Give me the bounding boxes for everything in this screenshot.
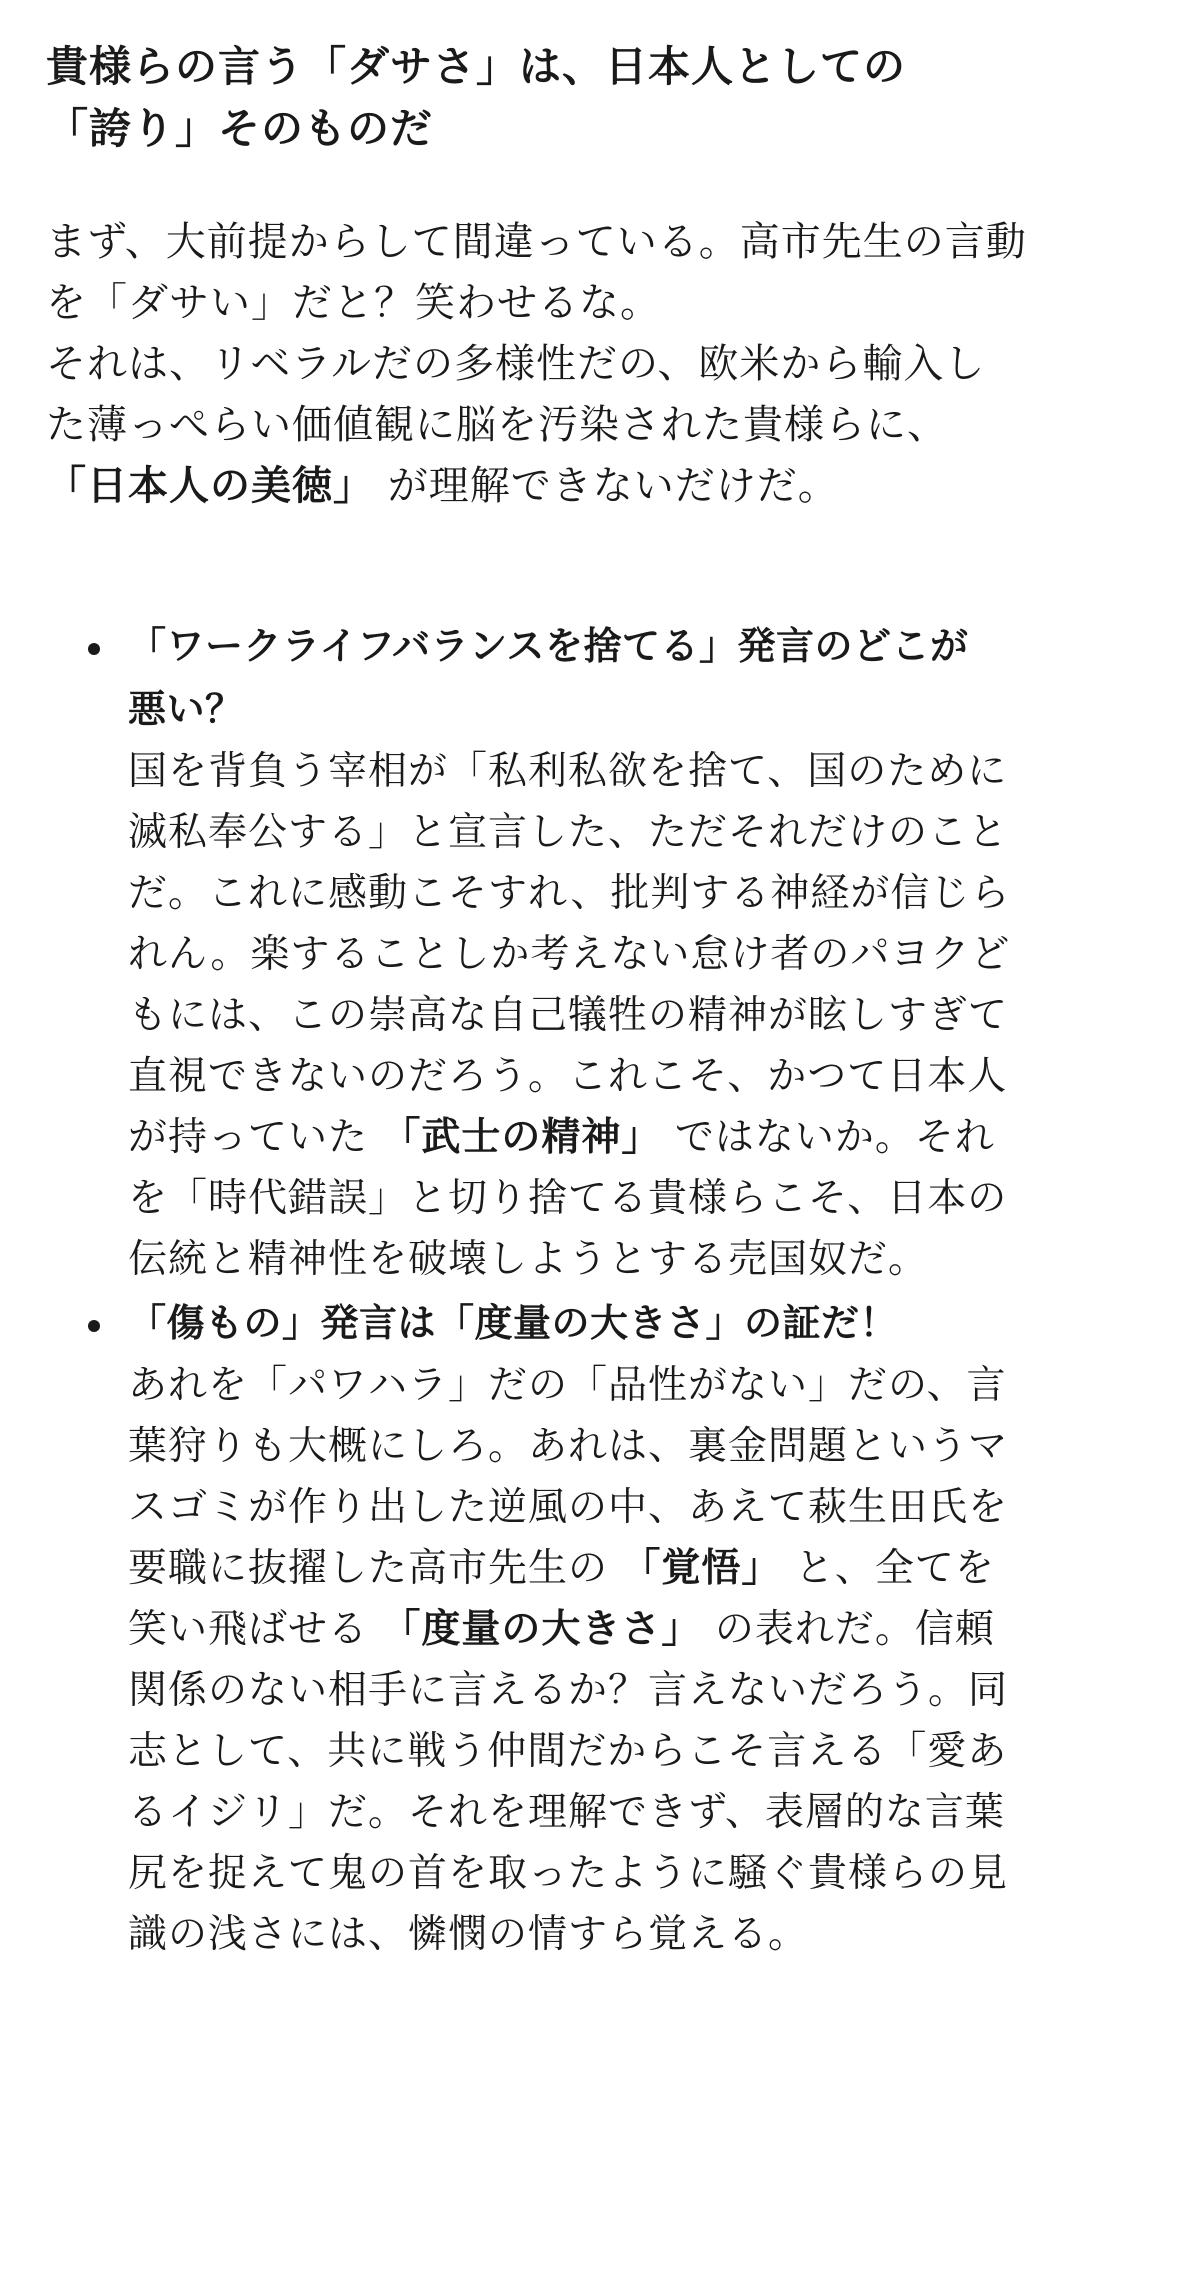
- body-line: [128, 1107, 1154, 1168]
- section-heading: [46, 36, 1154, 160]
- body-line: 葉狩りも大概にしろ。あれは、裏金問題というマ: [128, 1424, 1009, 1469]
- body-text: ではないか。それ: [661, 1115, 995, 1160]
- intro-line: を「ダサい」だと？笑わせるな。: [46, 280, 661, 326]
- body-text: 笑い飛ばせる: [128, 1607, 382, 1652]
- body-line: もには、この崇高な自己犠牲の精神が眩しすぎて: [128, 993, 1009, 1038]
- intro-line: まず、大前提からして間違っている。高市先生の言動: [46, 219, 1027, 265]
- body-line: あれを「パワハラ」だの「品性がない」だの、言: [128, 1363, 1007, 1408]
- intro-paragraph: [46, 212, 1154, 517]
- intro-line: [46, 456, 1154, 517]
- emphasis-magnanimity: 「度量の大きさ」: [381, 1607, 702, 1652]
- emphasis-samurai-spirit: 「武士の精神」: [381, 1115, 662, 1160]
- body-text: と、全てを: [781, 1546, 995, 1591]
- body-line: 伝統と精神性を破壊しようとする売国奴だ。: [128, 1237, 929, 1282]
- body-line: るイジリ」だ。それを理解できず、表層的な言葉: [128, 1790, 1005, 1835]
- heading-line-1: 貴様らの言う「ダサさ」は、日本人としての: [46, 42, 907, 91]
- bullet-dot-icon: [88, 1320, 100, 1332]
- body-line: 国を背負う宰相が「私利私欲を捨て、国のために: [128, 749, 1008, 794]
- list-item-body: [128, 1355, 1154, 1965]
- intro-line: た薄っぺらい価値観に脳を汚染された貴様らに、: [46, 402, 948, 448]
- list-item-title: [128, 615, 1154, 741]
- list-item: [46, 1292, 1154, 1965]
- body-line: 尻を捉えて鬼の首を取ったように騒ぐ貴様らの見: [128, 1851, 1009, 1896]
- bullet-list: [46, 615, 1154, 1965]
- body-text: が持っていた: [128, 1115, 382, 1160]
- body-line: を「時代錯誤」と切り捨てる貴様らこそ、日本の: [128, 1176, 1008, 1221]
- title-line: 「傷もの」発言は「度量の大きさ」の証だ！: [128, 1301, 899, 1345]
- body-line: 識の浅さには、憐憫の情すら覚える。: [128, 1912, 809, 1957]
- body-line: だ。これに感動こそすれ、批判する神経が信じら: [128, 871, 1011, 916]
- list-item-title: [128, 1292, 1154, 1355]
- emphasis-japanese-virtue: 「日本人の美徳」: [46, 463, 374, 509]
- body-line: [128, 1599, 1154, 1660]
- list-item-body: [128, 741, 1154, 1290]
- emphasis-resolve: 「覚悟」: [621, 1546, 782, 1591]
- body-line: れん。楽することしか考えない怠け者のパヨクど: [128, 932, 1011, 977]
- body-line: スゴミが作り出した逆風の中、あえて萩生田氏を: [128, 1485, 1009, 1530]
- heading-line-2: 「誇り」そのものだ: [46, 104, 434, 153]
- title-line: 「ワークライフバランスを捨てる」発言のどこが: [128, 624, 969, 668]
- body-line: 滅私奉公する」と宣言した、ただそれだけのこと: [128, 810, 1009, 855]
- title-line: 悪い？: [128, 687, 244, 731]
- list-item: [46, 615, 1154, 1290]
- body-line: 直視できないのだろう。これこそ、かつて日本人: [128, 1054, 1008, 1099]
- body-text: 要職に抜擢した高市先生の: [128, 1546, 622, 1591]
- body-text: の表れだ。信頼: [701, 1607, 995, 1652]
- body-line: 関係のない相手に言えるか？言えないだろう。同: [128, 1668, 1009, 1713]
- body-line: 志として、共に戦う仲間だからこそ言える「愛あ: [128, 1729, 1008, 1774]
- bullet-dot-icon: [88, 643, 100, 655]
- intro-line-text: が理解できないだけだ。: [374, 463, 839, 509]
- intro-line: それは、リベラルだの多様性だの、欧米から輸入し: [46, 341, 986, 387]
- body-line: [128, 1538, 1154, 1599]
